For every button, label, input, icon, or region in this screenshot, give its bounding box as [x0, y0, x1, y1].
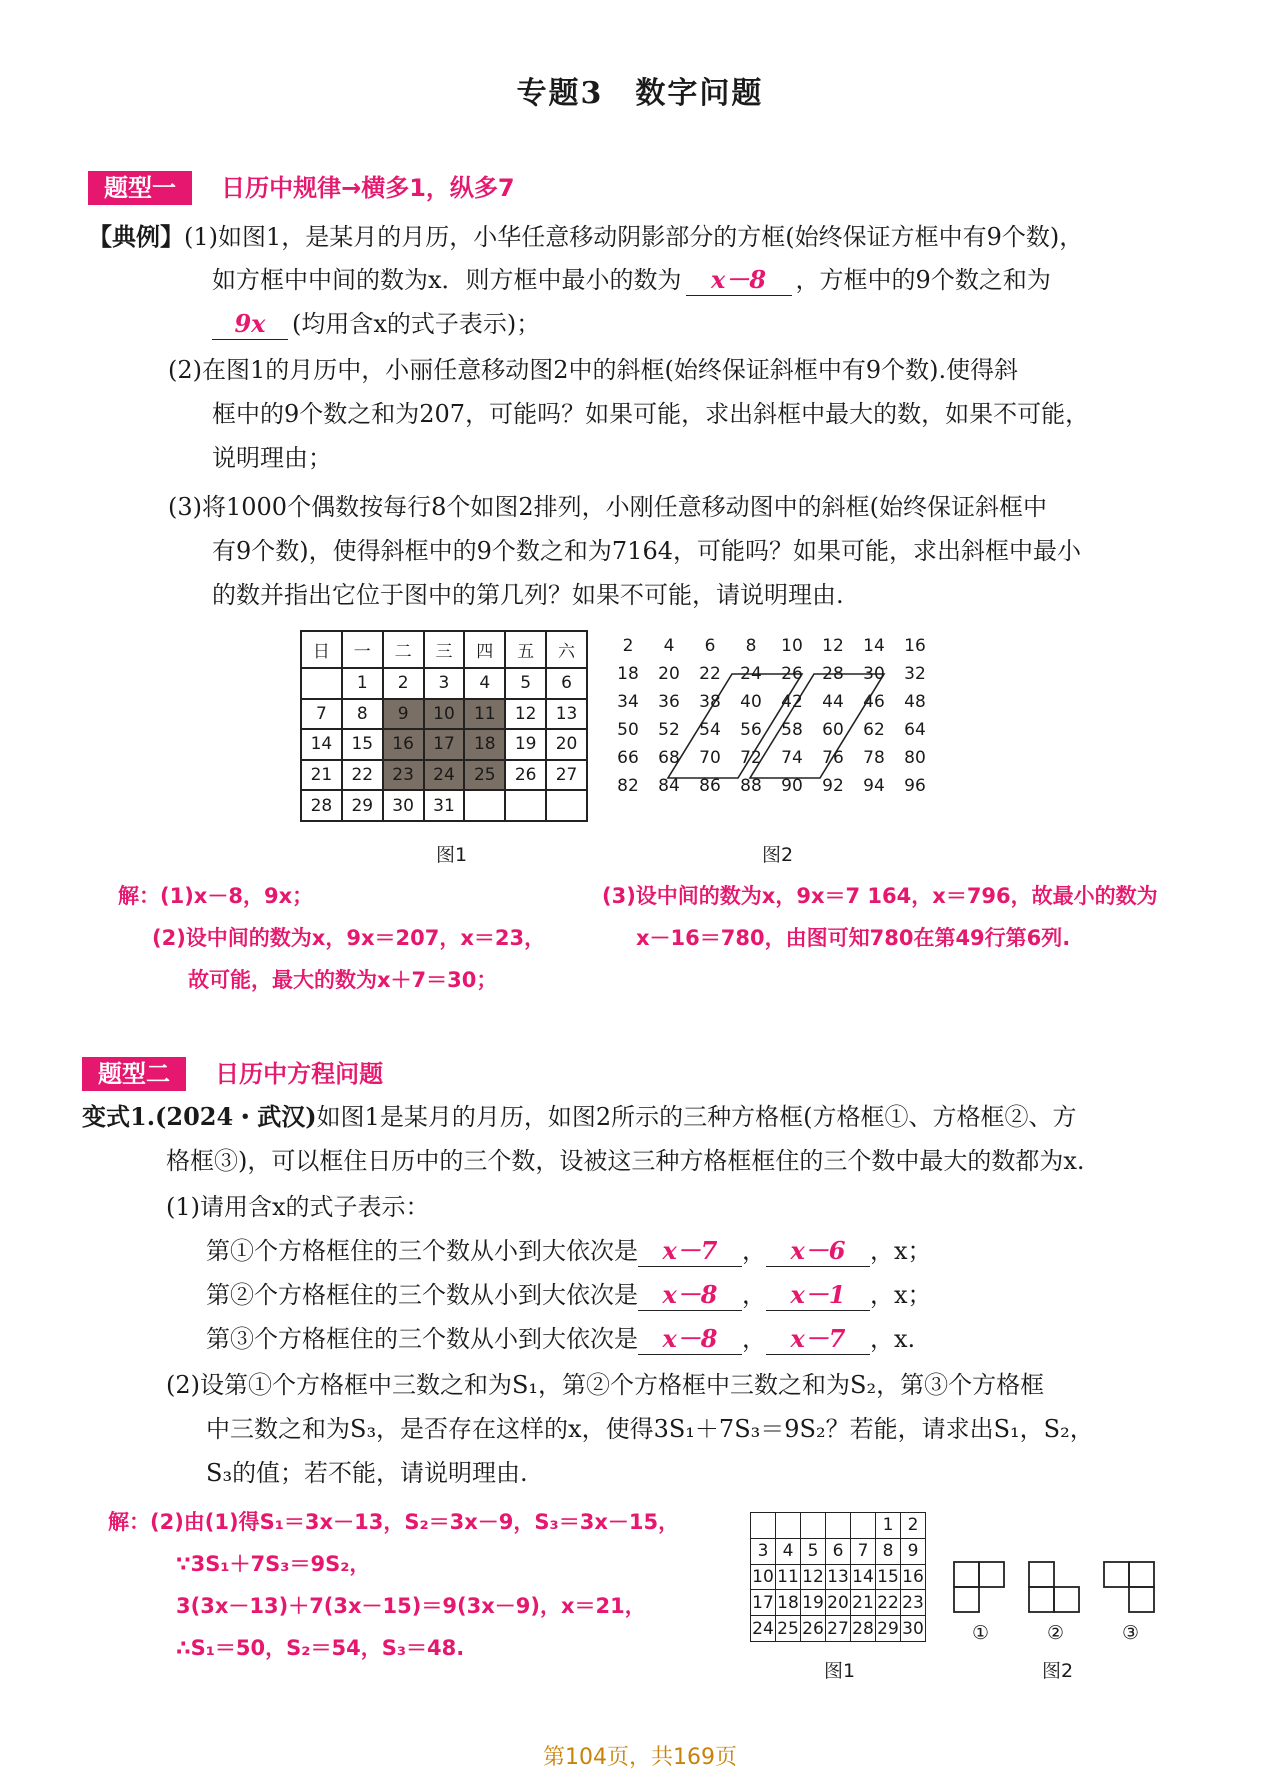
grid-number: 18 [617, 664, 639, 684]
calendar-cell: 29 [876, 1616, 901, 1642]
calendar-weekday: 二 [383, 631, 424, 668]
grid-number: 14 [863, 636, 885, 656]
row-tail: ，x； [870, 1237, 932, 1265]
calendar-cell: 23 [383, 760, 424, 791]
calendar-cell [776, 1513, 801, 1539]
answer-text: x－8 [662, 1280, 718, 1309]
grid-number: 80 [904, 748, 926, 768]
calendar-cell: 15 [876, 1564, 901, 1590]
calendar-cell: 26 [505, 760, 546, 791]
calendar-cell: 26 [801, 1616, 826, 1642]
calendar-cell: 10 [424, 699, 465, 730]
calendar-cell: 2 [383, 668, 424, 699]
answer-text: x－6 [790, 1236, 846, 1265]
section-tag: 题型二 [82, 1057, 186, 1091]
section-tag: 题型一 [88, 171, 192, 205]
grid-number: 84 [658, 776, 680, 796]
calendar-cell: 19 [505, 729, 546, 760]
calendar-cell: 31 [424, 790, 465, 821]
even-number-grid [617, 636, 940, 836]
calendar-cell: 25 [776, 1616, 801, 1642]
grid-number: 16 [904, 636, 926, 656]
page-number: 第104页，共169页 [543, 1745, 737, 1770]
grid-number: 78 [863, 748, 885, 768]
grid-number: 10 [781, 636, 803, 656]
row-tail: ，x； [870, 1281, 932, 1309]
variant-line-2: 格框③)，可以框住日历中的三个数，设被这三种方格框框住的三个数中最大的数都为x. [166, 1147, 1085, 1175]
calendar-cell: 27 [546, 760, 587, 791]
grid-number: 40 [740, 692, 762, 712]
calendar-cell [505, 790, 546, 821]
calendar-cell [826, 1513, 851, 1539]
variant-label: 变式1.(2024・武汉) [82, 1102, 317, 1131]
calendar-cell [751, 1513, 776, 1539]
calendar-cell: 7 [301, 699, 342, 730]
variant-q1: (1)请用含x的式子表示： [166, 1193, 430, 1221]
calendar-cell: 21 [301, 760, 342, 791]
grid-number: 54 [699, 720, 721, 740]
calendar-cell: 23 [901, 1590, 926, 1616]
section-1-header [88, 168, 515, 203]
calendar-cell: 1 [342, 668, 383, 699]
grid-number: 38 [699, 692, 721, 712]
grid-number: 76 [822, 748, 844, 768]
calendar-cell [464, 790, 505, 821]
q1-line-3 [212, 309, 540, 340]
calendar-cell: 28 [301, 790, 342, 821]
calendar-cell: 17 [751, 1590, 776, 1616]
grid-number: 28 [822, 664, 844, 684]
calendar-cell: 25 [464, 760, 505, 791]
q1-text-a: 如方框中中间的数为x．则方框中最小的数为 [212, 266, 682, 294]
grid-number: 52 [658, 720, 680, 740]
grid-number: 48 [904, 692, 926, 712]
calendar-cell: 9 [383, 699, 424, 730]
grid-number: 86 [699, 776, 721, 796]
grid-number: 64 [904, 720, 926, 740]
grid-frames-figure [950, 1560, 1160, 1620]
answer-blank [686, 265, 792, 296]
calendar-cell: 21 [851, 1590, 876, 1616]
grid-number: 68 [658, 748, 680, 768]
row-text: 第③个方格框住的三个数从小到大依次是 [206, 1325, 638, 1353]
calendar-cell: 5 [801, 1538, 826, 1564]
calendar-cell: 22 [342, 760, 383, 791]
figure-s2-1-caption: 图1 [824, 1660, 856, 1682]
row-text: 第②个方格框住的三个数从小到大依次是 [206, 1281, 638, 1309]
answer-text: x－7 [662, 1236, 718, 1265]
answer-blank [638, 1236, 742, 1267]
calendar-cell: 30 [901, 1616, 926, 1642]
calendar-cell: 4 [776, 1538, 801, 1564]
grid-number: 24 [740, 664, 762, 684]
calendar-cell: 15 [342, 729, 383, 760]
calendar-cell: 1 [876, 1513, 901, 1539]
calendar-cell: 10 [751, 1564, 776, 1590]
solution-3a: (3)设中间的数为x，9x＝7 164，x＝796，故最小的数为 [602, 884, 1158, 908]
calendar-cell: 9 [901, 1538, 926, 1564]
grid-number: 88 [740, 776, 762, 796]
grid-number: 92 [822, 776, 844, 796]
section-heading: 日历中规律→横多1，纵多7 [221, 174, 515, 202]
calendar-cell: 27 [826, 1616, 851, 1642]
q2-line-2: 框中的9个数之和为207，可能吗？如果可能，求出斜框中最大的数，如果不可能， [212, 400, 1090, 428]
calendar-cell [546, 790, 587, 821]
calendar-cell: 3 [424, 668, 465, 699]
q1-line-2 [212, 265, 1051, 296]
calendar-cell: 2 [901, 1513, 926, 1539]
grid-number: 8 [745, 636, 757, 656]
grid-number: 56 [740, 720, 762, 740]
grid-number: 46 [863, 692, 885, 712]
answer-text: x－8 [711, 265, 767, 294]
calendar-weekday: 日 [301, 631, 342, 668]
calendar-cell: 14 [301, 729, 342, 760]
separator: ， [742, 1281, 766, 1309]
grid-number: 70 [699, 748, 721, 768]
calendar-cell: 20 [546, 729, 587, 760]
solution-3b: x－16＝780，由图可知780在第49行第6列. [636, 926, 1071, 950]
solution-2a: (2)设中间的数为x，9x＝207，x＝23， [152, 926, 546, 950]
grid-number: 22 [699, 664, 721, 684]
example-label: 【典例】 [88, 222, 184, 251]
q3-line-2: 有9个数)，使得斜框中的9个数之和为7164，可能吗？如果可能，求出斜框中最小 [212, 537, 1081, 565]
section-2-header [82, 1054, 383, 1089]
grid-number: 12 [822, 636, 844, 656]
answer-text: 9x [234, 309, 266, 338]
grid-number: 72 [740, 748, 762, 768]
calendar-cell: 4 [464, 668, 505, 699]
calendar-weekday: 三 [424, 631, 465, 668]
grid-number: 32 [904, 664, 926, 684]
calendar-cell [851, 1513, 876, 1539]
grid-number: 62 [863, 720, 885, 740]
q3-line-1: (3)将1000个偶数按每行8个如图2排列，小刚任意移动图中的斜框(始终保证斜框中 [168, 493, 1047, 521]
figure-s2-2-caption: 图2 [1042, 1660, 1074, 1682]
calendar-cell: 24 [424, 760, 465, 791]
grid-number: 42 [781, 692, 803, 712]
q1-line-1: (1)如图1，是某月的月历，小华任意移动阴影部分的方框(始终保证方框中有9个数)， [184, 223, 1084, 251]
figure-2-caption: 图2 [762, 844, 794, 866]
solution-s2-2: ∵3S₁＋7S₃＝9S₂， [176, 1552, 371, 1576]
frame-label-1: ① [972, 1622, 990, 1644]
calendar-cell: 6 [826, 1538, 851, 1564]
answer-text: x－1 [790, 1280, 846, 1309]
q2-line-3: 说明理由； [212, 444, 332, 472]
answer-blank [766, 1280, 870, 1311]
frame-label-3: ③ [1122, 1622, 1140, 1644]
calendar-cell: 14 [851, 1564, 876, 1590]
q2-line-1: (2)在图1的月历中，小丽任意移动图2中的斜框(始终保证斜框中有9个数).使得斜 [168, 356, 1019, 384]
q1-text-b: ，方框中的9个数之和为 [795, 266, 1051, 294]
answer-text: x－8 [662, 1324, 718, 1353]
calendar-weekday: 一 [342, 631, 383, 668]
calendar-cell: 19 [801, 1590, 826, 1616]
calendar-weekday: 六 [546, 631, 587, 668]
answer-blank [638, 1280, 742, 1311]
answer-blank [766, 1236, 870, 1267]
grid-number: 58 [781, 720, 803, 740]
calendar-cell: 28 [851, 1616, 876, 1642]
grid-number: 96 [904, 776, 926, 796]
figure-1-caption: 图1 [436, 844, 468, 866]
row-text: 第①个方格框住的三个数从小到大依次是 [206, 1237, 638, 1265]
grid-number: 50 [617, 720, 639, 740]
calendar-cell: 22 [876, 1590, 901, 1616]
calendar-weekday: 四 [464, 631, 505, 668]
frame-label-2: ② [1047, 1622, 1065, 1644]
grid-number: 66 [617, 748, 639, 768]
calendar-cell [301, 668, 342, 699]
calendar-cell: 3 [751, 1538, 776, 1564]
page-title: 专题3 数字问题 [516, 76, 764, 111]
variant-text-1: 如图1是某月的月历，如图2所示的三种方格框(方格框①、方格框②、方 [316, 1103, 1077, 1131]
calendar-figure-s2 [750, 1512, 926, 1642]
calendar-cell: 11 [776, 1564, 801, 1590]
calendar-cell: 17 [424, 729, 465, 760]
grid-number: 34 [617, 692, 639, 712]
separator: ， [742, 1237, 766, 1265]
answer-row-3 [206, 1324, 915, 1355]
section-heading: 日历中方程问题 [215, 1060, 384, 1088]
grid-number: 94 [863, 776, 885, 796]
calendar-cell: 30 [383, 790, 424, 821]
grid-number: 30 [863, 664, 885, 684]
calendar-cell: 18 [464, 729, 505, 760]
answer-row-1 [206, 1236, 932, 1267]
grid-number: 2 [622, 636, 634, 656]
grid-number: 60 [822, 720, 844, 740]
example-line-1 [88, 222, 1083, 252]
answer-blank [766, 1324, 870, 1355]
variant-q2-line-2: 中三数之和为S₃，是否存在这样的x，使得3S₁＋7S₃＝9S₂？若能，请求出S₁，S₂， [206, 1415, 1094, 1443]
calendar-cell: 18 [776, 1590, 801, 1616]
calendar-cell: 16 [383, 729, 424, 760]
separator: ， [742, 1325, 766, 1353]
calendar-cell: 5 [505, 668, 546, 699]
answer-row-2 [206, 1280, 932, 1311]
variant-q2-line-1: (2)设第①个方格框中三数之和为S₁，第②个方格框中三数之和为S₂，第③个方格框 [166, 1371, 1045, 1399]
grid-number: 90 [781, 776, 803, 796]
calendar-cell: 13 [826, 1564, 851, 1590]
calendar-cell: 8 [876, 1538, 901, 1564]
answer-blank [638, 1324, 742, 1355]
variant-q2-line-3: S₃的值；若不能，请说明理由. [206, 1459, 528, 1487]
calendar-cell: 29 [342, 790, 383, 821]
calendar-cell: 16 [901, 1564, 926, 1590]
variant-line-1 [82, 1102, 1076, 1132]
calendar-cell [801, 1513, 826, 1539]
answer-blank [212, 309, 288, 340]
calendar-weekday: 五 [505, 631, 546, 668]
solution-s2-1: 解：(2)由(1)得S₁＝3x－13，S₂＝3x－9，S₃＝3x－15， [108, 1510, 680, 1534]
calendar-cell: 13 [546, 699, 587, 730]
solution-1: 解：(1)x－8，9x； [118, 884, 314, 908]
grid-number: 44 [822, 692, 844, 712]
calendar-cell: 12 [505, 699, 546, 730]
calendar-cell: 24 [751, 1616, 776, 1642]
calendar-cell: 12 [801, 1564, 826, 1590]
grid-number: 20 [658, 664, 680, 684]
calendar-cell: 6 [546, 668, 587, 699]
row-tail: ，x. [870, 1325, 916, 1353]
grid-number: 4 [663, 636, 675, 656]
grid-number: 6 [704, 636, 716, 656]
answer-text: x－7 [790, 1324, 846, 1353]
grid-number: 74 [781, 748, 803, 768]
q1-text-c: (均用含x的式子表示)； [292, 310, 541, 338]
grid-number: 82 [617, 776, 639, 796]
solution-2b: 故可能，最大的数为x＋7＝30； [188, 968, 498, 992]
grid-number: 36 [658, 692, 680, 712]
calendar-cell: 20 [826, 1590, 851, 1616]
calendar-cell: 8 [342, 699, 383, 730]
solution-s2-4: ∴S₁＝50，S₂＝54，S₃＝48. [176, 1636, 465, 1660]
calendar-cell: 11 [464, 699, 505, 730]
q3-line-3: 的数并指出它位于图中的第几列？如果不可能，请说明理由. [212, 581, 844, 609]
grid-number: 26 [781, 664, 803, 684]
solution-s2-3: 3(3x－13)＋7(3x－15)＝9(3x－9)，x＝21， [176, 1594, 646, 1618]
calendar-figure-1 [300, 630, 588, 822]
calendar-cell: 7 [851, 1538, 876, 1564]
